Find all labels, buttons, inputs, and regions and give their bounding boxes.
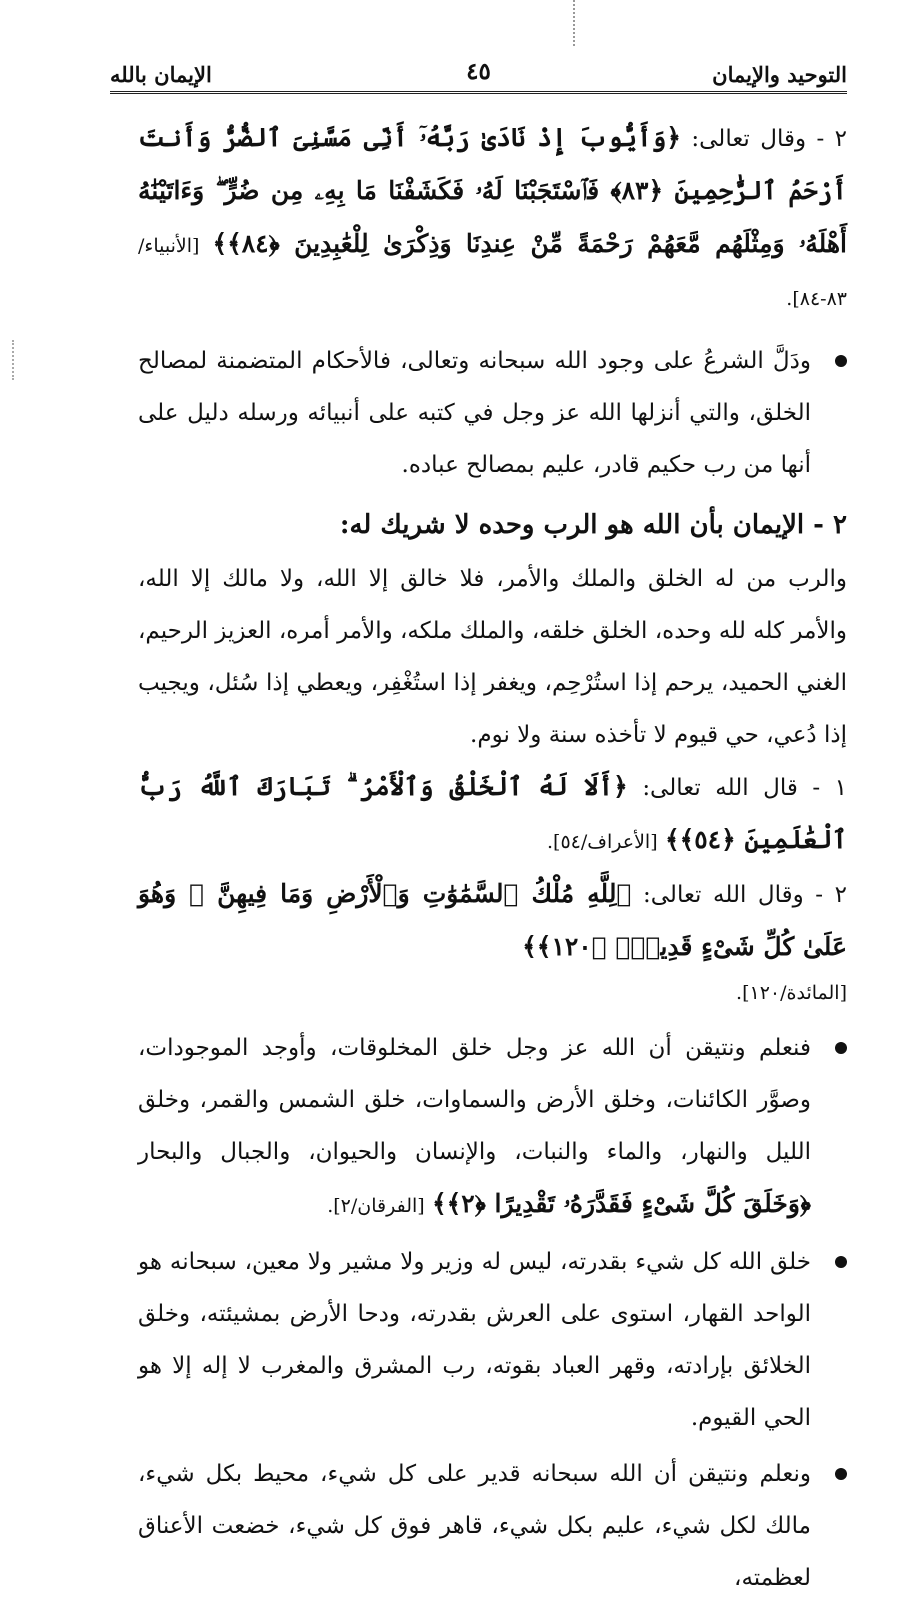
bullet-paragraph (138, 1236, 847, 1444)
verse-item-1 (138, 761, 847, 868)
item-prefix: ٢ - وقال تعالى: (691, 126, 848, 152)
quran-verse: ﴿أَلَا لَهُ ٱلْخَلْقُ وَٱلْأَمْرُ ۗ تَبَارَكَ ٱللَّهُ رَبُّ ٱلْعَٰلَمِينَ ﴿٥٤﴾﴾ (138, 772, 847, 854)
margin-mark-side (12, 340, 20, 380)
bullet-paragraph (138, 335, 847, 491)
header-chapter-title: الإيمان بالله (110, 62, 212, 87)
verse-reference: [الأعراف/٥٤]. (547, 831, 658, 853)
bullet-paragraph (138, 1448, 847, 1604)
verse-item-2 (138, 112, 847, 325)
bullet-dot-icon (835, 1468, 847, 1480)
bullet-text: ودَلَّ الشرعُ على وجود الله سبحانه وتعالى، فالأحكام المتضمنة لمصالح الخلق، والتي أنزلها الله عز وجل في كتبه على أنبيائه ورسله دليل على أنها من رب حكيم قادر، عليم بمصالح عباده. (138, 348, 811, 478)
section-heading: ٢ - الإيمان بأن الله هو الرب وحده لا شريك له: (339, 510, 847, 540)
bullet-text: ونعلم ونتيقن أن الله سبحانه قدير على كل شيء، محيط بكل شيء، مالك لكل شيء، عليم بكل شيء، قاهر فوق كل شيء، خضعت الأعناق لعظمته، (138, 1461, 811, 1591)
item-prefix: ١ - قال الله تعالى: (642, 775, 847, 801)
quran-verse: ﴿لِلَّهِ مُلْكُ ٱلسَّمَٰوَٰتِ وَٱلْأَرْضِ وَمَا فِيهِنَّ ۚ وَهُوَ عَلَىٰ كُلِّ شَىْءٍ قَدِيرٌۢ ﴿١٢٠﴾﴾ (138, 879, 847, 961)
bullet-dot-icon (835, 1042, 847, 1054)
item-prefix: ٢ - وقال الله تعالى: (643, 882, 847, 908)
page-header (110, 58, 847, 90)
bullet-text: فنعلم ونتيقن أن الله عز وجل خلق المخلوقات، وأوجد الموجودات، وصوَّر الكائنات، وخلق الأرض والسماوات، خلق الشمس والقمر، وخلق الليل والنهار، والماء والنبات، والإنسان والحيوان، والجبال والبحار (138, 1035, 811, 1165)
quran-verse: ﴿وَخَلَقَ كُلَّ شَىْءٍ فَقَدَّرَهُۥ تَقْدِيرًا ﴿٢﴾﴾ (432, 1189, 811, 1218)
verse-item-2b (138, 868, 847, 974)
bullet-dot-icon (835, 355, 847, 367)
verse-reference: [المائدة/١٢٠]. (736, 982, 847, 1004)
bullet-paragraph (138, 1022, 847, 1232)
quran-verse: ﴿وَأَيُّوبَ إِذْ نَادَىٰ رَبَّهُۥٓ أَنِّى مَسَّنِىَ ٱلضُّرُّ وَأَنتَ أَرْحَمُ ٱلرَّٰحِمِينَ ﴿٨٣﴾ فَٱسْتَجَبْنَا لَهُۥ فَكَشَفْنَا مَا بِهِۦ مِن ضُرٍّ ۖ وَءَاتَيْنَٰهُ أَهْلَهُۥ وَمِثْلَهُم مَّعَهُمْ رَحْمَةً مِّنْ عِندِنَا وَذِكْرَىٰ لِلْعَٰبِدِينَ ﴿٨٤﴾﴾ (138, 123, 847, 258)
page-body (138, 112, 847, 1604)
bullet-dot-icon (835, 1256, 847, 1268)
page-number: ٤٥ (466, 58, 491, 85)
header-rule (110, 91, 847, 94)
verse-reference: [الأنبياء/٨٣-٨٤]. (138, 235, 847, 310)
margin-mark (573, 0, 577, 46)
bullet-text: خلق الله كل شيء بقدرته، ليس له وزير ولا مشير ولا معين، سبحانه هو الواحد القهار، استوى على العرش بقدرته، ودحا الأرض بمشيئته، وخلق الخلائق بإرادته، وقهر العباد بقوته، رب المشرق والمغرب لا إله إلا هو الحي القيوم. (138, 1249, 811, 1431)
verse-reference: [الفرقان/٢]. (327, 1195, 425, 1217)
body-paragraph: والرب من له الخلق والملك والأمر، فلا خالق إلا الله، ولا مالك إلا الله، والأمر كله لله وحده، الخلق خلقه، والملك ملكه، والأمر أمره، العزيز الرحيم، الغني الحميد، يرحم إذا استُرْحِم، ويغفر إذا استُغْفِر، ويعطي إذا سُئل، ويجيب إذا دُعي، حي قيوم لا تأخذه سنة ولا نوم. (138, 566, 847, 748)
header-book-title: التوحيد والإيمان (712, 62, 847, 87)
